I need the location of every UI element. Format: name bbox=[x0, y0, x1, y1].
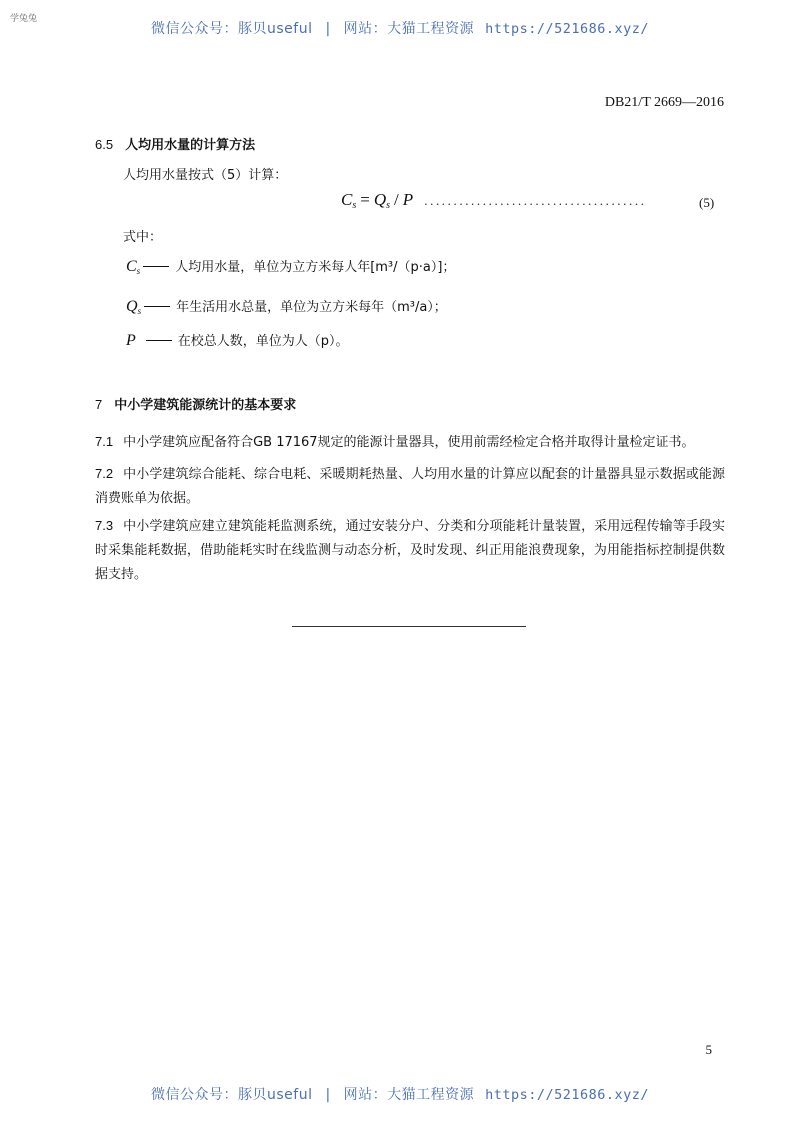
paragraph-7-2 bbox=[95, 462, 725, 511]
definition-dash bbox=[146, 340, 172, 341]
paragraph-text: 中小学建筑应配备符合GB 17167规定的能源计量器具，使用前需经检定合格并取得计量检定证书。 bbox=[123, 435, 695, 450]
formula-intro: 人均用水量按式（5）计算： bbox=[123, 168, 288, 183]
section-6-5-heading bbox=[95, 134, 255, 153]
end-of-standard-rule bbox=[292, 626, 526, 627]
definition-text: 在校总人数，单位为人（p）。 bbox=[177, 334, 349, 349]
definition-dash bbox=[143, 266, 169, 267]
corner-mark: 学兔兔 bbox=[10, 14, 38, 24]
section-number: 6.5 bbox=[95, 137, 114, 152]
watermark-url[interactable]: https://521686.xyz/ bbox=[485, 21, 649, 37]
section-7-heading bbox=[95, 394, 296, 413]
section-number: 7 bbox=[95, 397, 103, 412]
paragraph-text: 中小学建筑综合能耗、综合电耗、采暖期耗热量、人均用水量的计算应以配套的计量器具显示数据或能源消费账单为依据。 bbox=[95, 467, 725, 506]
page-number: 5 bbox=[705, 1042, 712, 1057]
definition-symbol: $Q_s$ bbox=[126, 298, 142, 316]
watermark-wechat: 微信公众号：豚贝useful bbox=[151, 1087, 313, 1103]
watermark-site: 网站：大猫工程资源 bbox=[343, 1087, 475, 1103]
formula-leader-dots: ...................................... bbox=[424, 193, 647, 208]
watermark-wechat: 微信公众号：豚贝useful bbox=[151, 21, 313, 37]
definition-symbol: P bbox=[126, 332, 136, 349]
definition-p bbox=[126, 330, 349, 350]
formula-expression: $C_s = Q_s / P$ bbox=[341, 190, 414, 211]
paragraph-text: 中小学建筑应建立建筑能耗监测系统，通过安装分户、分类和分项能耗计量装置，采用远程传输等手段实时采集能耗数据，借助能耗实时在线监测与动态分析，及时发现、纠正用能浪费现象，为用能指标控制提供数据支持。 bbox=[95, 519, 725, 582]
paragraph-7-1 bbox=[95, 430, 725, 455]
watermark-site: 网站：大猫工程资源 bbox=[343, 21, 475, 37]
formula-5 bbox=[341, 190, 647, 211]
document-code: DB21/T 2669—2016 bbox=[604, 95, 724, 110]
watermark-top bbox=[0, 18, 800, 38]
watermark-url[interactable]: https://521686.xyz/ bbox=[485, 1087, 649, 1103]
paragraph-number: 7.1 bbox=[95, 434, 114, 449]
section-title: 中小学建筑能源统计的基本要求 bbox=[114, 398, 297, 413]
watermark-bottom bbox=[0, 1084, 800, 1104]
paragraph-number: 7.2 bbox=[95, 466, 114, 481]
paragraph-number: 7.3 bbox=[95, 518, 114, 533]
section-title: 人均用水量的计算方法 bbox=[125, 138, 256, 153]
watermark-separator: | bbox=[325, 1087, 331, 1103]
definition-dash bbox=[144, 306, 170, 307]
definition-cs bbox=[126, 256, 455, 276]
paragraph-7-3 bbox=[95, 514, 725, 587]
definition-text: 年生活用水总量，单位为立方米每年（m³/a）； bbox=[176, 300, 447, 315]
equation-number: (5) bbox=[699, 195, 715, 210]
where-label: 式中： bbox=[123, 230, 163, 245]
definition-qs bbox=[126, 296, 447, 316]
definition-symbol: $C_s$ bbox=[126, 258, 141, 276]
watermark-separator: | bbox=[325, 21, 331, 37]
definition-text: 人均用水量，单位为立方米每人年[m³/（p·a）]； bbox=[175, 260, 456, 275]
